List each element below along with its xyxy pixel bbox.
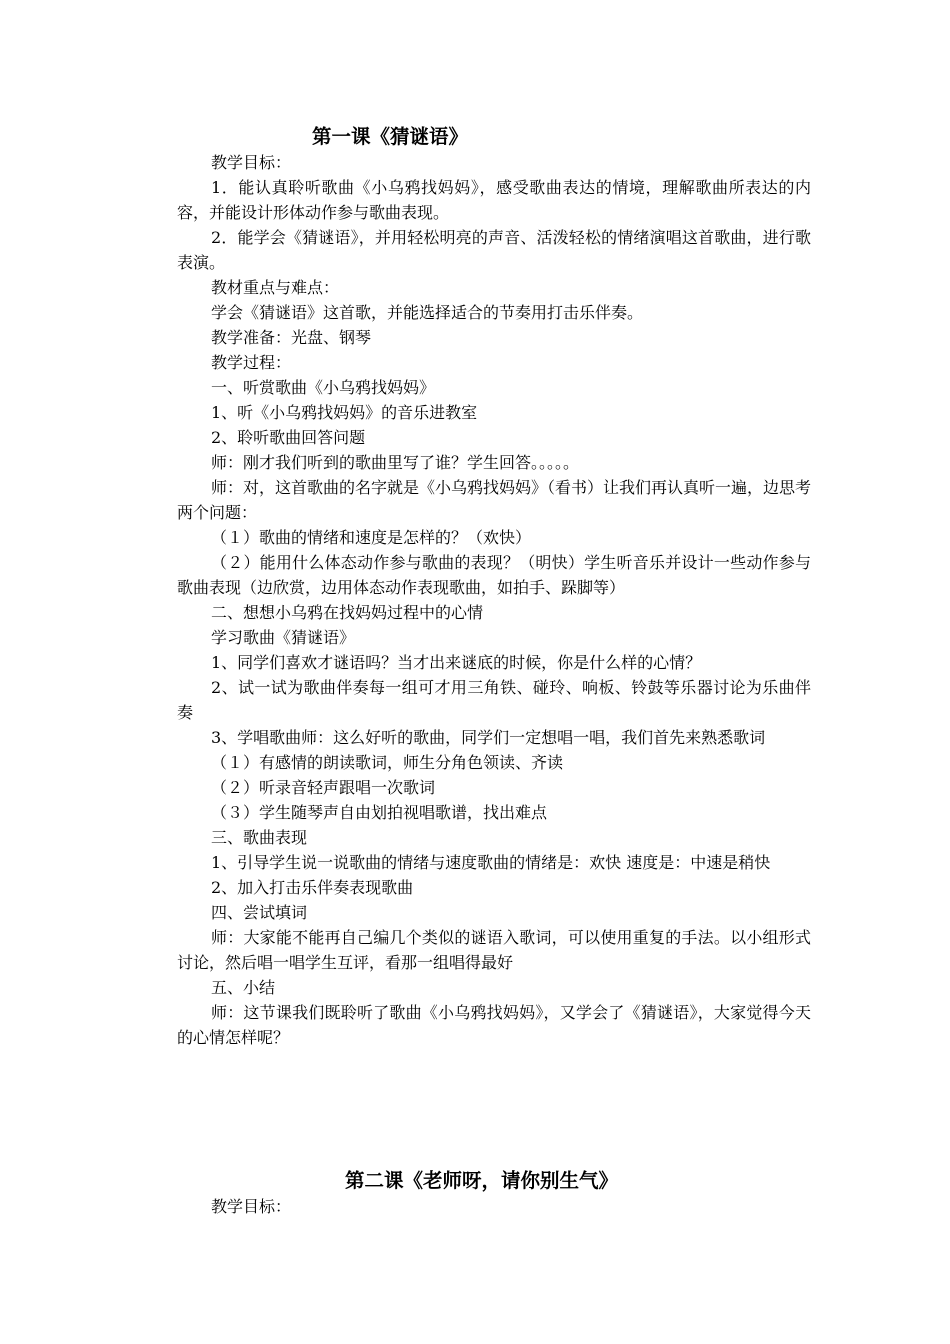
step-3-2: 2、加入打击乐伴奏表现歌曲	[211, 878, 414, 897]
goal-2: 2．能学会《猜谜语》，并用轻松明亮的声音、活泼轻松的情绪演唱这首歌曲，进行歌表演。	[177, 228, 811, 272]
question-1: （１）歌曲的情绪和速度是怎样的？（欢快）	[211, 528, 532, 547]
sub-step-3: （３）学生随琴声自由划拍视唱歌谱，找出难点	[211, 803, 548, 822]
question-2: （２）能用什么体态动作参与歌曲的表现？（明快）学生听音乐并设计一些动作参与歌曲表现（边欣赏，边用体态动作表现歌曲，如拍手、跺脚等）	[177, 553, 811, 597]
step-2-2: 2、试一试为歌曲伴奏每一组可才用三角铁、碰玲、响板、铃鼓等乐器讨论为乐曲伴奏	[177, 678, 811, 722]
teacher-line-2: 师：对，这首歌曲的名字就是《小乌鸦找妈妈》（看书）让我们再认真听一遍，边思考两个问题：	[177, 478, 812, 522]
step-2-1: 1、同学们喜欢才谜语吗？当才出来谜底的时候，你是什么样的心情？	[211, 653, 702, 672]
goal-1: 1．能认真聆听歌曲《小乌鸦找妈妈》，感受歌曲表达的情境，理解歌曲所表达的内容，并能设计形体动作参与歌曲表现。	[177, 178, 811, 222]
preparation-text: 教学准备：光盘、钢琴	[211, 328, 372, 347]
section-5-heading: 五、小结	[211, 978, 276, 997]
sub-step-1: （１）有感情的朗读歌词，师生分角色领读、齐读	[211, 753, 564, 772]
lesson1-body	[177, 150, 811, 1050]
lesson2-title: 第二课《老师呀，请你别生气》	[345, 1169, 619, 1192]
lesson2-body	[177, 1194, 811, 1219]
teaching-goals-heading: 教学目标：	[211, 153, 292, 172]
teacher-line-3: 师：大家能不能再自己编几个类似的谜语入歌词，可以使用重复的手法。以小组形式讨论，然后唱一唱学生互评，看那一组唱得最好	[177, 928, 811, 972]
learn-song-heading: 学习歌曲《猜谜语》	[211, 628, 356, 647]
step-1-1: 1、听《小乌鸦找妈妈》的音乐进教室	[211, 403, 478, 422]
sub-step-2: （２）听录音轻声跟唱一次歌词	[211, 778, 436, 797]
section-4-heading: 四、尝试填词	[211, 903, 308, 922]
key-points-heading: 教材重点与难点：	[211, 278, 340, 297]
lesson2-goals-heading: 教学目标：	[211, 1197, 292, 1216]
step-1-2: 2、聆听歌曲回答问题	[211, 428, 366, 447]
key-points-text: 学会《猜谜语》这首歌，并能选择适合的节奏用打击乐伴奏。	[211, 303, 644, 322]
teacher-line-4: 师：这节课我们既聆听了歌曲《小乌鸦找妈妈》，又学会了《猜谜语》，大家觉得今天的心情怎样呢？	[177, 1003, 811, 1047]
section-3-heading: 三、歌曲表现	[211, 828, 308, 847]
section-2-heading: 二、想想小乌鸦在找妈妈过程中的心情	[211, 603, 484, 622]
lesson1-title: 第一课《猜谜语》	[312, 125, 469, 148]
process-heading: 教学过程：	[211, 353, 292, 372]
step-2-3: 3、学唱歌曲师：这么好听的歌曲，同学们一定想唱一唱，我们首先来熟悉歌词	[211, 728, 766, 747]
section-1-heading: 一、听赏歌曲《小乌鸦找妈妈》	[211, 378, 436, 397]
step-3-1: 1、引导学生说一说歌曲的情绪与速度歌曲的情绪是：欢快 速度是：中速是稍快	[211, 853, 771, 872]
teacher-line-1: 师：刚才我们听到的歌曲里写了谁？学生回答。。。。。	[211, 453, 580, 472]
